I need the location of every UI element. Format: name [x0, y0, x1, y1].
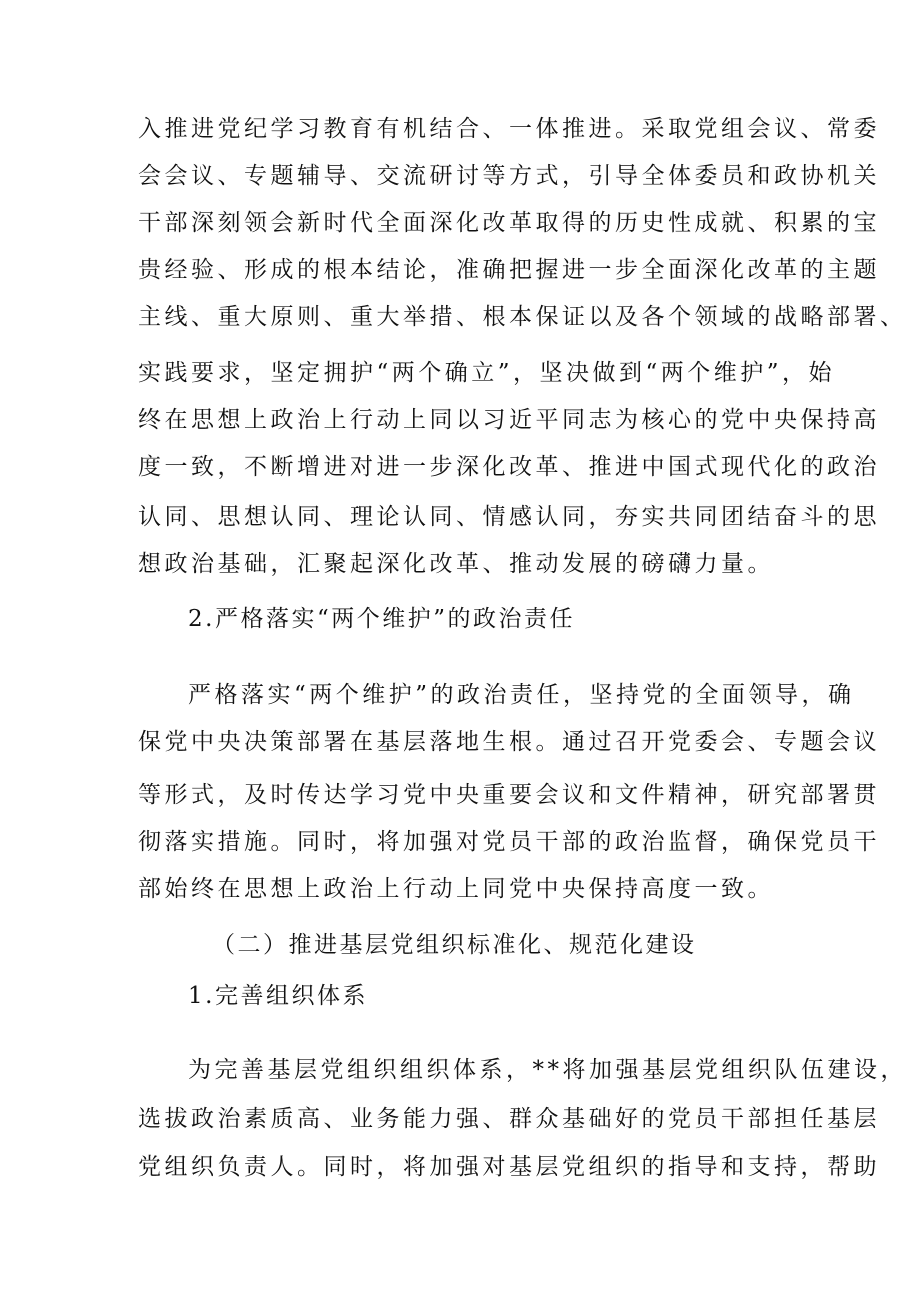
subheading-2: 2.严格落实“两个维护”的政治责任: [188, 606, 575, 632]
paragraph-line: 想政治基础，汇聚起深化改革、推动发展的磅礴力量。: [138, 551, 774, 577]
paragraph-line: 保党中央决策部署在基层落地生根。通过召开党委会、专题会议: [138, 729, 880, 755]
paragraph-line: 认同、思想认同、理论认同、情感认同，夯实共同团结奋斗的思: [138, 504, 880, 530]
paragraph-line: 部始终在思想上政治上行动上同党中央保持高度一致。: [138, 876, 774, 902]
paragraph-line: 等形式，及时传达学习党中央重要会议和文件精神，研究部署贯: [138, 782, 880, 808]
paragraph-line: 入推进党纪学习教育有机结合、一体推进。采取党组会议、常委: [138, 116, 880, 142]
paragraph-line: 彻落实措施。同时，将加强对党员干部的政治监督，确保党员干: [138, 829, 880, 855]
paragraph-line: 为完善基层党组织组织体系，**将加强基层党组织队伍建设，: [188, 1057, 907, 1083]
paragraph-line: 主线、重大原则、重大举措、根本保证以及各个领域的战略部署、: [138, 304, 907, 330]
paragraph-line: 干部深刻领会新时代全面深化改革取得的历史性成就、积累的宝: [138, 210, 880, 236]
paragraph-line: 严格落实“两个维护”的政治责任，坚持党的全面领导，确: [188, 682, 855, 708]
paragraph-line: 度一致，不断增进对进一步深化改革、推进中国式现代化的政治: [138, 454, 880, 480]
paragraph-line: 党组织负责人。同时，将加强对基层党组织的指导和支持，帮助: [138, 1154, 880, 1180]
subheading-1: 1.完善组织体系: [188, 983, 368, 1009]
paragraph-line: 选拔政治素质高、业务能力强、群众基础好的党员干部担任基层: [138, 1106, 880, 1132]
section-heading: （二）推进基层党组织标准化、规范化建设: [212, 932, 697, 958]
paragraph-line: 贵经验、形成的根本结论，准确把握进一步全面深化改革的主题: [138, 257, 880, 283]
paragraph-line: 会会议、专题辅导、交流研讨等方式，引导全体委员和政协机关: [138, 163, 880, 189]
paragraph-line: 实践要求，坚定拥护“两个确立”，坚决做到“两个维护”，始: [138, 360, 836, 386]
paragraph-line: 终在思想上政治上行动上同以习近平同志为核心的党中央保持高: [138, 407, 880, 433]
